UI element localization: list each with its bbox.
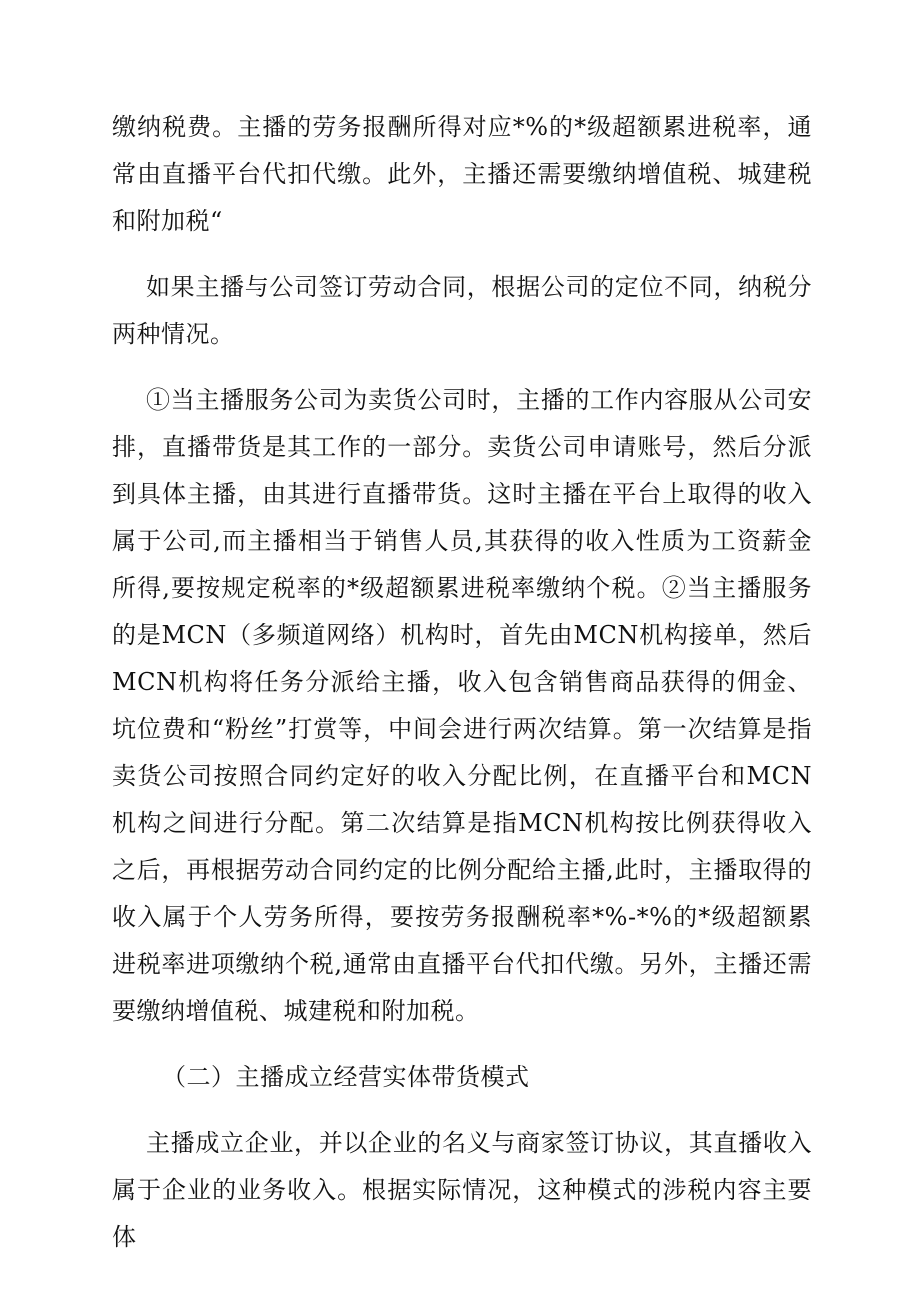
paragraph-gap [112, 245, 812, 264]
paragraph-business-entity: 主播成立企业，并以企业的名义与商家签订协议，其直播收入属于企业的业务收入。根据实际情况，这种模式的涉税内容主要体 [112, 1129, 812, 1251]
document-page [112, 104, 812, 1261]
paragraph-gap [112, 1035, 812, 1054]
paragraph-mcn-explanation: ①当主播服务公司为卖货公司时，主播的工作内容服从公司安排，直播带货是其工作的一部分。卖货公司申请账号，然后分派到具体主播，由其进行直播带货。这时主播在平台上取得的收入属于公司,而主播相当于销售人员,其获得的收入性质为工资薪金所得,要按规定税率的*级超额累进税率缴纳个税。②当主播服务的是MCN（多频道网络）机构时，首先由MCN机构接单，然后MCN机构将任务分派给主播，收入包含销售商品获得的佣金、坑位费和“粉丝”打赏等，中间会进行两次结算。第一次结算是指卖货公司按照合同约定好的收入分配比例，在直播平台和MCN机构之间进行分配。第二次结算是指MCN机构按比例获得收入之后，再根据劳动合同约定的比例分配给主播,此时，主播取得的收入属于个人劳务所得，要按劳务报酬税率*%-*%的*级超额累进税率进项缴纳个税,通常由直播平台代扣代缴。另外，主播还需要缴纳增值税、城建税和附加税。 [112, 386, 812, 1025]
paragraph-gap [112, 358, 812, 377]
section-heading: （二）主播成立经营实体带货模式 [162, 1063, 530, 1091]
paragraph-two-situations: 如果主播与公司签订劳动合同，根据公司的定位不同，纳税分两种情况。 [112, 273, 812, 348]
paragraph-gap [112, 1101, 812, 1120]
paragraph-continuation: 缴纳税费。主播的劳务报酬所得对应*%的*级超额累进税率，通常由直播平台代扣代缴。此外，主播还需要缴纳增值税、城建税和附加税“ [112, 113, 812, 235]
